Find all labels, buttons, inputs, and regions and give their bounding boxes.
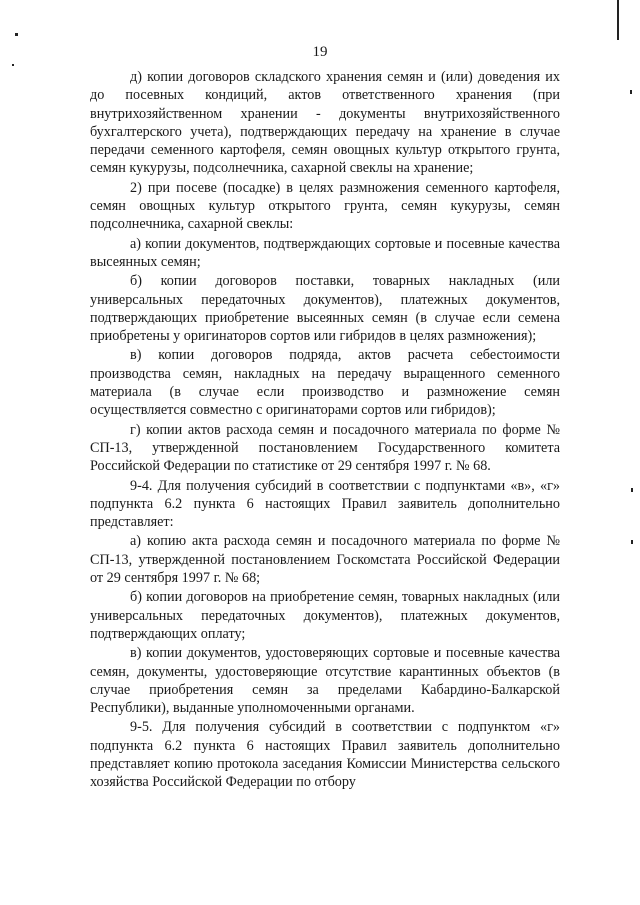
scan-artifact xyxy=(12,64,14,66)
paragraph: а) копию акта расхода семян и посадочного материала по форме № СП-13, утвержденной постановлением Госкомстата Российской Федерации от 29 сентября 1997 г. № 68; xyxy=(90,533,560,587)
scan-artifact xyxy=(631,488,633,492)
paragraph: д) копии договоров складского хранения семян и (или) доведения их до посевных кондиций, актов ответственного хранения (при внутрихозяйственном хранении - документы внутрихозяйственного бухгалтерского учета), подтверждающих передачу на хранение в случае передачи семенного картофеля, семян овощных культур открытого грунта, семян кукурузы, подсолнечника, сахарной свеклы на хранение; xyxy=(90,69,560,177)
paragraph: б) копии договоров поставки, товарных накладных (или универсальных передаточных документов), платежных документов, подтверждающих приобретение высеянных семян (в случае если семена приобретены у оригинаторов сортов или гибридов в целях размножения); xyxy=(90,273,560,345)
paragraph: в) копии документов, удостоверяющих сортовые и посевные качества семян, документы, удостоверяющие отсутствие карантинных объектов (в случае приобретения семян за пределами Кабардино-Балкарской Республики), выданные уполномоченными органами. xyxy=(90,645,560,717)
scan-edge-line xyxy=(617,0,619,40)
scan-artifact xyxy=(630,90,632,94)
paragraph: 2) при посеве (посадке) в целях размножения семенного картофеля, семян овощных культур открытого грунта, семян кукурузы, семян подсолнечника, сахарной свеклы: xyxy=(90,179,560,233)
scan-artifact xyxy=(15,33,18,36)
page-number: 19 xyxy=(312,44,328,60)
paragraph: 9-4. Для получения субсидий в соответствии с подпунктами «в», «г» подпункта 6.2 пункта 6 настоящих Правил заявитель дополнительно представляет: xyxy=(90,477,560,531)
scan-artifact xyxy=(631,540,633,544)
paragraph: б) копии договоров на приобретение семян, товарных накладных (или универсальных передаточных документов), платежных документов, подтверждающих оплату; xyxy=(90,589,560,642)
paragraph: а) копии документов, подтверждающих сортовые и посевные качества высеянных семян; xyxy=(90,235,560,270)
paragraph: 9-5. Для получения субсидий в соответствии с подпунктом «г» подпункта 6.2 пункта 6 настоящих Правил заявитель дополнительно представляет копию протокола заседания Комиссии Министерства сельского хозяйства Российской Федерации по отбору xyxy=(90,719,560,791)
document-body xyxy=(90,68,560,792)
paragraph: г) копии актов расхода семян и посадочного материала по форме № СП-13, утвержденной постановлением Государственного комитета Российской Федерации по статистике от 29 сентября 1997 г. № 68. xyxy=(90,421,560,475)
paragraph: в) копии договоров подряда, актов расчета себестоимости производства семян, накладных на передачу выращенного семенного материала (в случае если производство и размножение семян осуществляется совместно с оригинаторами сортов или гибридов); xyxy=(90,347,560,419)
